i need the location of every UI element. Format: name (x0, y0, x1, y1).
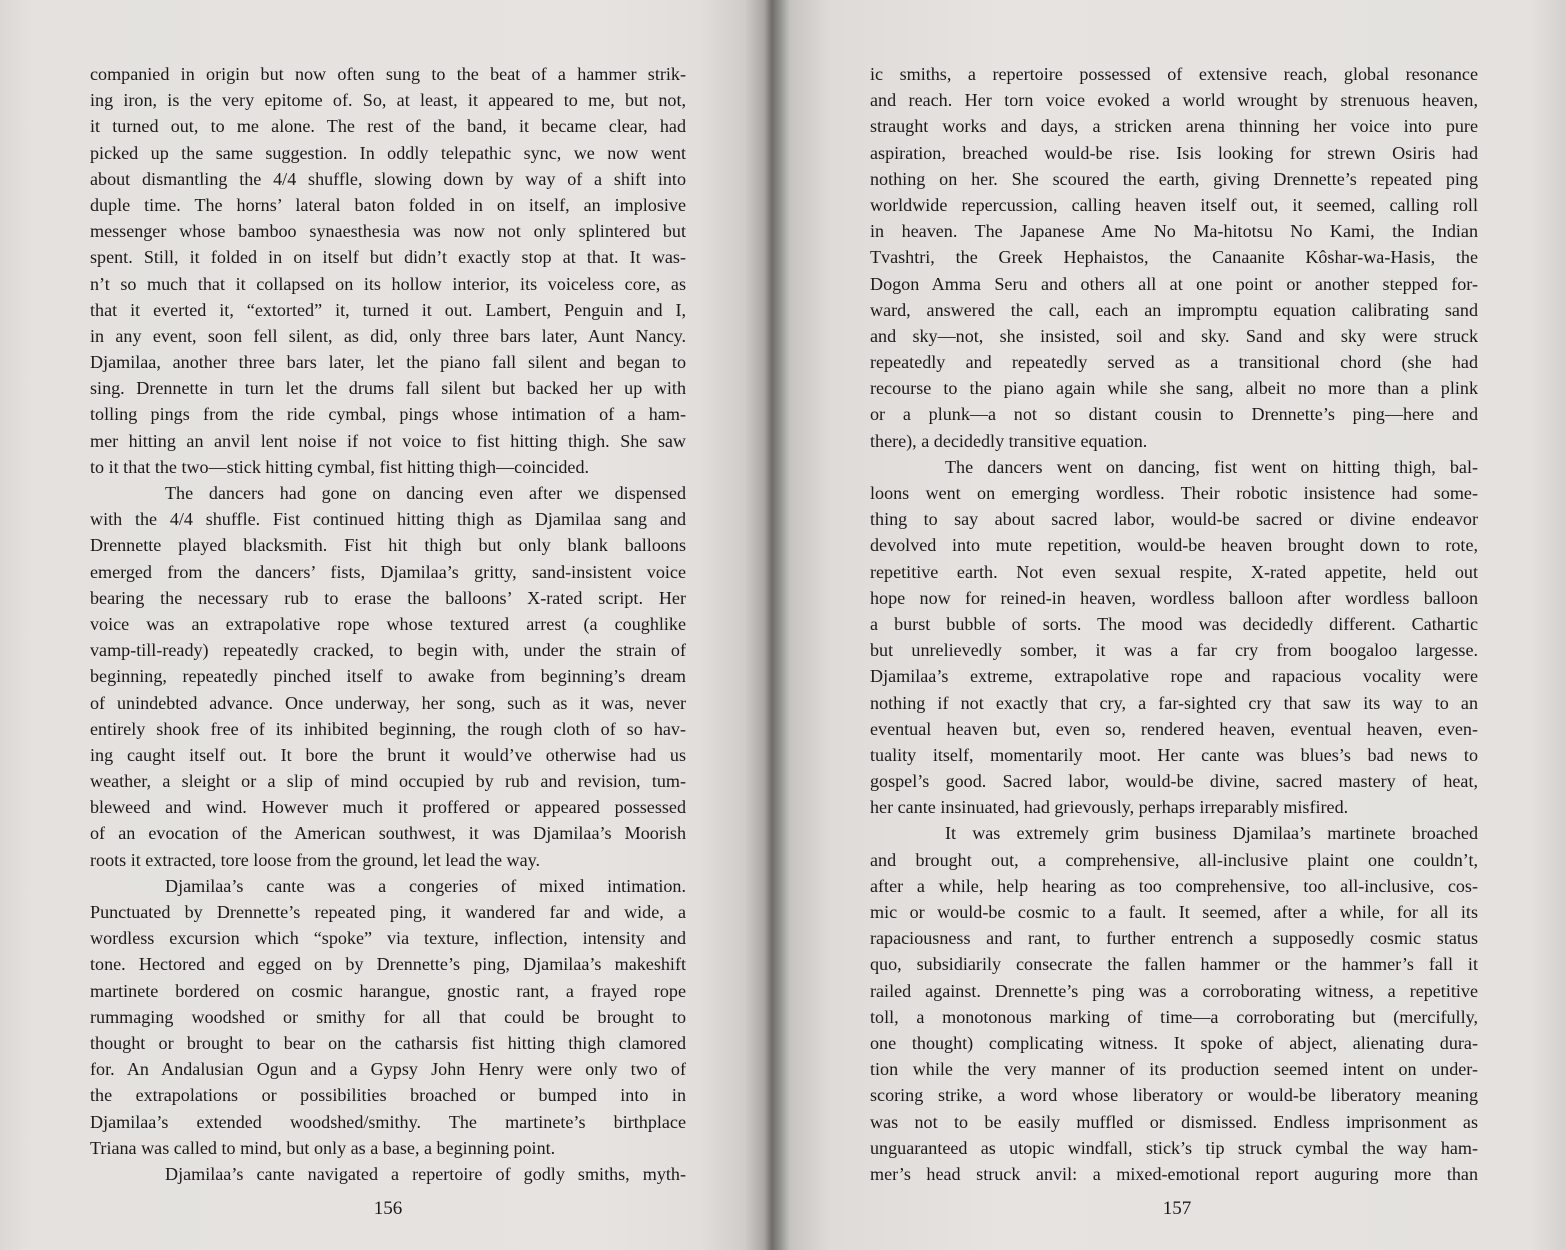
text-line: wordless excursion which “spoke” via texture, inflection, intensity and (90, 928, 686, 949)
text-line: and brought out, a comprehensive, all-inclusive plaint one couldn’t, (870, 849, 1478, 870)
text-line: roots it extracted, tore loose from the ground, let lead the way. (90, 849, 541, 870)
text-line: after a while, help hearing as too comprehensive, too all-inclusive, cos- (870, 875, 1478, 896)
text-line: unguaranteed as utopic windfall, stick’s tip struck cymbal the way ham- (870, 1137, 1478, 1158)
text-line: hope now for reined-in heaven, wordless balloon after wordless balloon (870, 587, 1478, 608)
text-line: that it everted it, “extorted” it, turned it out. Lambert, Penguin and I, (90, 299, 686, 320)
text-line: tone. Hectored and egged on by Drennette’s ping, Djamilaa’s makeshift (90, 954, 686, 975)
text-line: ing caught itself out. It bore the brunt it would’ve otherwise had us (90, 744, 686, 765)
text-line: entirely shook free of its inhibited beginning, the rough cloth of so hav- (90, 718, 686, 739)
text-line: recourse to the piano again while she sang, albeit no more than a plink (870, 378, 1478, 399)
text-line: to it that the two—stick hitting cymbal, fist hitting thigh—coincided. (90, 456, 590, 477)
text-line: Djamilaa’s cante was a congeries of mixed intimation. (165, 875, 686, 896)
text-line: Djamilaa’s extended woodshed/smithy. The martinete’s birthplace (90, 1111, 686, 1132)
left-page (0, 0, 772, 1250)
left-page-text (90, 61, 686, 1187)
text-line: thing to say about sacred labor, would-be sacred or divine endeavor (870, 509, 1478, 530)
text-line: The dancers went on dancing, fist went on hitting thigh, bal- (945, 456, 1478, 477)
text-line: Djamilaa’s cante navigated a repertoire of godly smiths, myth- (165, 1163, 686, 1184)
text-line: one thought) complicating witness. It spoke of abject, alienating dura- (870, 1032, 1478, 1053)
text-line: Djamilaa, another three bars later, let the piano fall silent and began to (90, 352, 686, 373)
text-line: her cante insinuated, had grievously, perhaps irreparably misfired. (870, 797, 1349, 818)
right-page (778, 0, 1565, 1250)
right-page-text (870, 61, 1478, 1187)
text-line: Djamilaa’s extreme, extrapolative rope and rapacious vocality were (870, 666, 1478, 687)
text-line: toll, a monotonous marking of time—a corroborating but (mercifully, (870, 1006, 1478, 1027)
text-line: repeatedly and repeatedly served as a transitional chord (she had (870, 352, 1478, 373)
text-line: in heaven. The Japanese Ame No Ma-hitotsu No Kami, the Indian (870, 221, 1478, 242)
text-line: railed against. Drennette’s ping was a corroborating witness, a repetitive (870, 980, 1478, 1001)
text-line: tion while the very manner of its production seemed intent on under- (870, 1059, 1478, 1080)
text-line: eventual heaven but, even so, rendered heaven, eventual heaven, even- (870, 718, 1478, 739)
text-line: mer’s head struck anvil: a mixed-emotional report auguring more than (870, 1163, 1478, 1184)
text-line: martinete bordered on cosmic harangue, gnostic rant, a frayed rope (90, 980, 686, 1001)
text-line: and sky—not, she insisted, soil and sky. Sand and sky were struck (870, 325, 1478, 346)
text-line: bearing the necessary rub to erase the balloons’ X-rated script. Her (90, 587, 686, 608)
text-line: of unindebted advance. Once underway, her song, such as it was, never (90, 692, 686, 713)
text-line: sing. Drennette in turn let the drums fall silent but backed her up with (90, 378, 686, 399)
text-line: or a plunk—a not so distant cousin to Drennette’s ping—here and (870, 404, 1478, 425)
text-line: n’t so much that it collapsed on its hollow interior, its voiceless core, as (90, 273, 686, 294)
text-line: nothing if not exactly that cry, a far-sighted cry that saw its way to an (870, 692, 1478, 713)
text-line: gospel’s good. Sacred labor, would-be divine, sacred mastery of heat, (870, 771, 1478, 792)
text-line: worldwide repercussion, calling heaven itself out, it seemed, calling roll (870, 194, 1478, 215)
text-line: loons went on emerging wordless. Their robotic insistence had some- (870, 483, 1478, 503)
text-line: messenger whose bamboo synaesthesia was now not only splintered but (90, 221, 686, 242)
text-line: ing iron, is the very epitome of. So, at least, it appeared to me, but not, (90, 90, 686, 111)
text-line: Drennette played blacksmith. Fist hit thigh but only blank balloons (90, 535, 686, 556)
text-line: mic or would-be cosmic to a fault. It seemed, after a while, for all its (870, 902, 1478, 922)
text-line: but unrelievedly somber, it was a far cry from boogaloo largesse. (870, 640, 1478, 661)
text-line: duple time. The horns’ lateral baton folded in on itself, an implosive (90, 194, 686, 215)
text-line: it turned out, to me alone. The rest of the band, it became clear, had (90, 116, 686, 137)
text-line: rapaciousness and rant, to further entrench a supposedly cosmic status (870, 928, 1478, 949)
page-number: 156 (373, 1198, 403, 1219)
text-line: of an evocation of the American southwest, it was Djamilaa’s Moorish (90, 823, 686, 844)
text-line: The dancers had gone on dancing even after we dispensed (165, 483, 686, 503)
text-line: ward, answered the call, each an impromptu equation calibrating sand (870, 299, 1478, 320)
text-line: It was extremely grim business Djamilaa’s martinete broached (945, 823, 1478, 844)
text-line: emerged from the dancers’ fists, Djamilaa’s gritty, sand-insistent voice (90, 561, 686, 582)
text-line: for. An Andalusian Ogun and a Gypsy John Henry were only two of (90, 1059, 686, 1080)
text-line: picked up the same suggestion. In oddly telepathic sync, we now went (90, 142, 686, 163)
text-line: beginning, repeatedly pinched itself to awake from beginning’s dream (90, 666, 686, 687)
text-line: quo, subsidiarily consecrate the fallen hammer or the hammer’s fall it (870, 954, 1478, 975)
text-line: the extrapolations or possibilities broached or bumped into in (90, 1085, 686, 1106)
text-line: there), a decidedly transitive equation. (870, 430, 1148, 451)
text-line: companied in origin but now often sung to the beat of a hammer strik- (90, 64, 686, 84)
text-line: rummaging woodshed or smithy for all that could be brought to (90, 1006, 686, 1027)
text-line: voice was an extrapolative rope whose textured arrest (a coughlike (90, 613, 686, 634)
text-line: thought or brought to bear on the catharsis fist hitting thigh clamored (90, 1032, 686, 1053)
text-line: about dismantling the 4/4 shuffle, slowing down by way of a shift into (90, 168, 686, 189)
text-line: and reach. Her torn voice evoked a world wrought by strenuous heaven, (870, 90, 1478, 111)
text-line: was not to be easily muffled or dismissed. Endless imprisonment as (870, 1111, 1478, 1132)
text-line: nothing on her. She scoured the earth, giving Drennette’s repeated ping (870, 168, 1478, 189)
text-line: with the 4/4 shuffle. Fist continued hitting thigh as Djamilaa sang and (90, 509, 686, 530)
text-line: bleweed and wind. However much it proffered or appeared possessed (90, 797, 686, 818)
text-line: weather, a sleight or a slip of mind occupied by rub and revision, tum- (90, 771, 686, 792)
text-line: repetitive earth. Not even sexual respite, X-rated appetite, held out (870, 561, 1478, 582)
text-line: a burst bubble of sorts. The mood was decidedly different. Cathartic (870, 613, 1478, 634)
text-line: Triana was called to mind, but only as a base, a beginning point. (90, 1137, 556, 1158)
text-line: mer hitting an anvil lent noise if not voice to fist hitting thigh. She saw (90, 430, 686, 451)
text-line: in any event, soon fell silent, as did, only three bars later, Aunt Nancy. (90, 325, 686, 346)
text-line: tuality itself, momentarily moot. Her cante was blues’s bad news to (870, 744, 1478, 765)
text-line: vamp-till-ready) repeatedly cracked, to begin with, under the strain of (90, 640, 686, 661)
text-line: Punctuated by Drennette’s repeated ping, it wandered far and wide, a (90, 902, 686, 922)
text-line: spent. Still, it folded in on itself but didn’t exactly stop at that. It was- (90, 247, 686, 268)
text-line: ic smiths, a repertoire possessed of extensive reach, global resonance (870, 64, 1478, 84)
page-number: 157 (1162, 1198, 1192, 1219)
text-line: tolling pings from the ride cymbal, pings whose intimation of a ham- (90, 404, 686, 425)
text-line: devolved into mute repetition, would-be heaven brought down to rote, (870, 535, 1478, 556)
text-line: Tvashtri, the Greek Hephaistos, the Canaanite Kôshar-wa-Hasis, the (870, 247, 1478, 268)
text-line: Dogon Amma Seru and others all at one point or another stepped for- (870, 273, 1478, 294)
text-line: aspiration, breached would-be rise. Isis looking for strewn Osiris had (870, 142, 1478, 163)
text-line: straught works and days, a stricken arena thinning her voice into pure (870, 116, 1478, 137)
text-line: scoring strike, a word whose liberatory or would-be liberatory meaning (870, 1085, 1478, 1106)
